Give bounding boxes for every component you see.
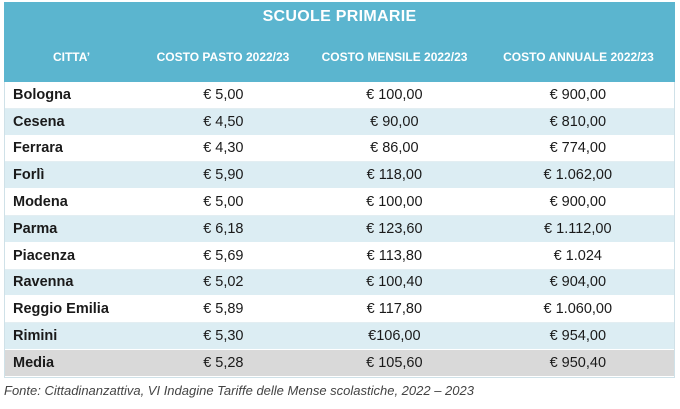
city-cell: Parma — [13, 220, 58, 237]
meal-cost-cell: € 5,69 — [203, 247, 244, 264]
cost-table — [4, 2, 675, 378]
average-annual-cost: € 950,40 — [549, 354, 607, 371]
monthly-cost-cell: € 123,60 — [366, 220, 423, 237]
annual-cost-cell: € 900,00 — [549, 194, 607, 211]
table-row — [5, 296, 674, 323]
annual-cost-cell: € 1.062,00 — [543, 167, 613, 184]
city-cell: Rimini — [13, 328, 58, 345]
annual-cost-cell: € 904,00 — [549, 274, 607, 291]
monthly-cost-cell: € 100,00 — [366, 86, 423, 103]
city-cell: Bologna — [13, 86, 71, 103]
annual-cost-cell: € 954,00 — [549, 328, 607, 345]
city-cell: Modena — [13, 194, 68, 211]
meal-cost-cell: € 5,02 — [203, 274, 244, 291]
table-row — [5, 216, 674, 243]
meal-cost-cell: € 6,18 — [203, 220, 244, 237]
column-header-meal-cost: COSTO PASTO 2022/23 — [156, 50, 290, 64]
table-title: SCUOLE PRIMARIE — [262, 8, 417, 25]
monthly-cost-cell: € 118,00 — [366, 167, 423, 184]
meal-cost-cell: € 4,30 — [203, 140, 244, 157]
table-row — [5, 136, 674, 163]
meal-cost-cell: € 5,00 — [203, 194, 244, 211]
monthly-cost-cell: € 113,80 — [366, 247, 423, 264]
meal-cost-cell: € 4,50 — [203, 113, 244, 130]
average-label: Media — [13, 354, 55, 371]
monthly-cost-cell: € 90,00 — [370, 113, 419, 130]
annual-cost-cell: € 1.060,00 — [543, 301, 613, 318]
monthly-cost-cell: €106,00 — [368, 328, 421, 345]
city-cell: Reggio Emilia — [13, 301, 109, 318]
source-note: Fonte: Cittadinanzattiva, VI Indagine Tariffe delle Mense scolastiche, 2022 – 2023 — [4, 383, 474, 398]
table-row — [5, 323, 674, 350]
column-header-monthly-cost: COSTO MENSILE 2022/23 — [321, 50, 468, 64]
meal-cost-cell: € 5,90 — [203, 167, 244, 184]
meal-cost-cell: € 5,30 — [203, 328, 244, 345]
city-cell: Ferrara — [13, 140, 63, 157]
table-row — [5, 189, 674, 216]
monthly-cost-cell: € 86,00 — [370, 140, 419, 157]
city-cell: Cesena — [13, 113, 65, 130]
average-monthly-cost: € 105,60 — [366, 354, 423, 371]
annual-cost-cell: € 810,00 — [549, 113, 607, 130]
monthly-cost-cell: € 100,40 — [366, 274, 423, 291]
column-headers — [4, 32, 675, 82]
monthly-cost-cell: € 117,80 — [366, 301, 423, 318]
average-row — [5, 350, 674, 377]
table-row — [5, 82, 674, 109]
table-row — [5, 162, 674, 189]
column-header-annual-cost: COSTO ANNUALE 2022/23 — [503, 50, 654, 64]
city-cell: Forlì — [13, 167, 45, 184]
table-row — [5, 109, 674, 136]
annual-cost-cell: € 1.112,00 — [544, 220, 612, 237]
column-header-city: CITTA’ — [52, 50, 91, 64]
table-header — [4, 2, 675, 82]
annual-cost-cell: € 900,00 — [549, 86, 607, 103]
meal-cost-cell: € 5,89 — [203, 301, 244, 318]
meal-cost-cell: € 5,00 — [203, 86, 244, 103]
average-meal-cost: € 5,28 — [203, 354, 244, 371]
annual-cost-cell: € 1.024 — [553, 247, 602, 264]
city-cell: Piacenza — [13, 247, 76, 264]
annual-cost-cell: € 774,00 — [549, 140, 607, 157]
monthly-cost-cell: € 100,00 — [366, 194, 423, 211]
city-cell: Ravenna — [13, 274, 74, 291]
table-row — [5, 270, 674, 297]
table-body — [4, 82, 675, 378]
table-row — [5, 243, 674, 270]
